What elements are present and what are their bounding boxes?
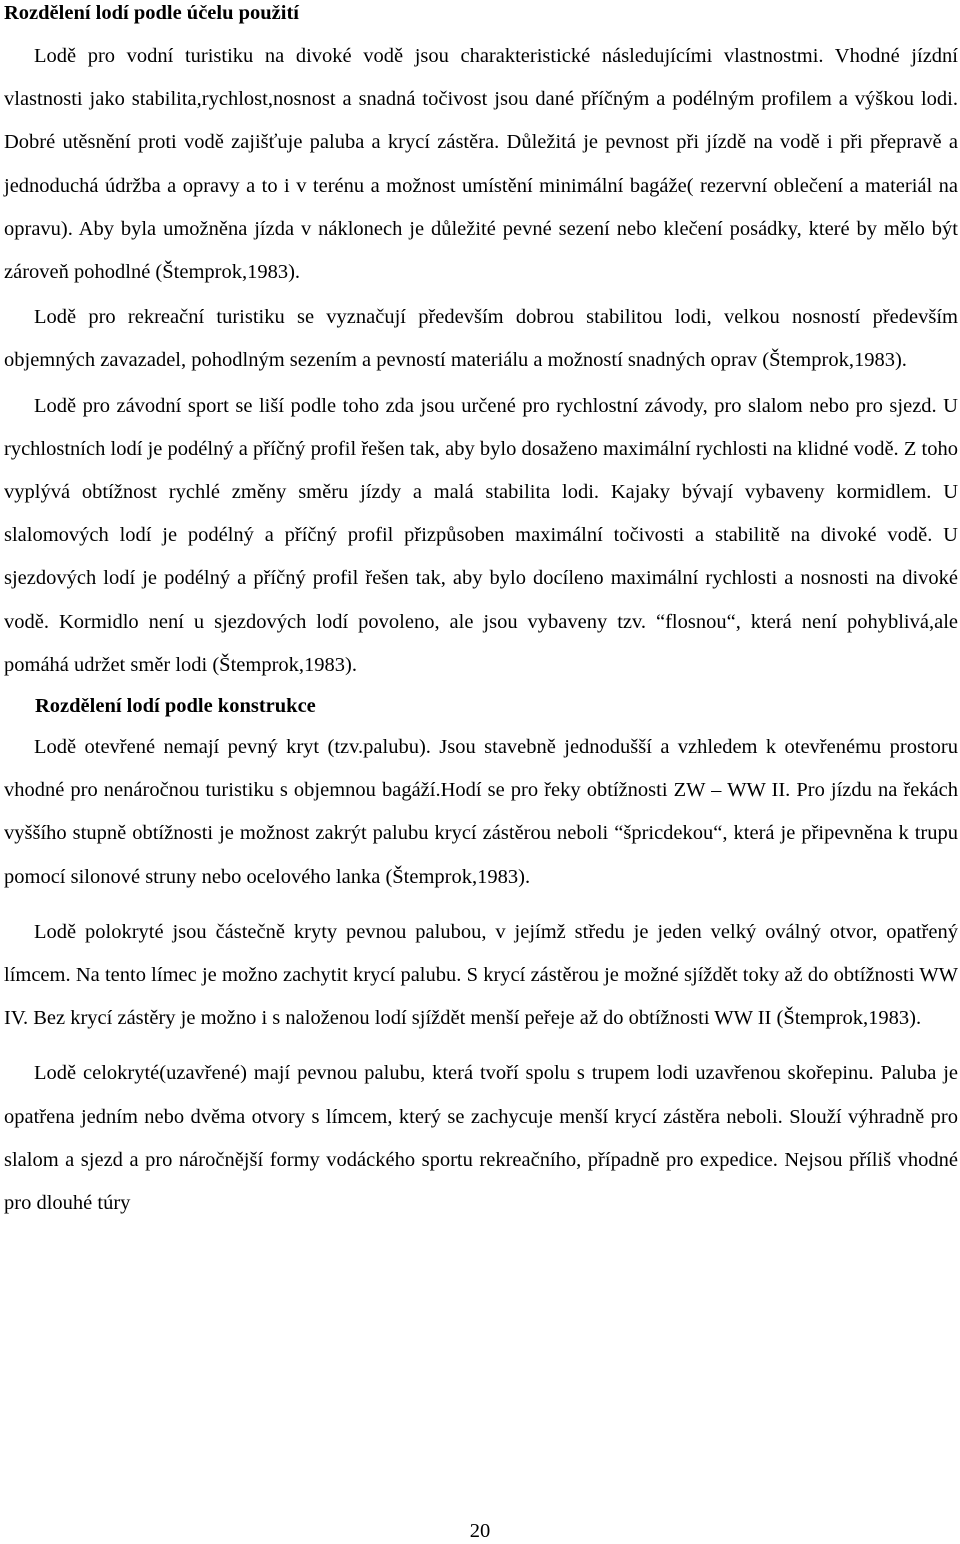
paragraph-fully-covered-boats: Lodě celokryté(uzavřené) mají pevnou palubu, která tvoří spolu s trupem lodi uzavřenou skořepinu. Paluba je opatřena jedním nebo dvěma otvory s límcem, který se zachycuje menší krycí zástěra neboli. Slouží výhradně pro slalom a sjezd a pro náročnější formy vodáckého sportu rekreačního, případně pro expedice. Nejsou příliš vhodné pro dlouhé túry: [4, 1062, 958, 1215]
section-heading-construction: Rozdělení lodí podle konstrukce: [35, 695, 316, 718]
paragraph-half-covered-boats: Lodě polokryté jsou částečně kryty pevnou palubou, v jejímž středu je jeden velký oválný otvor, opatřený límcem. Na tento límec je možno zachytit krycí palubu. S krycí zástěrou je možné sjíždět toky až do obtížnosti WW IV. Bez krycí zástěry je možno i s naloženou lodí sjíždět menší peřeje až do obtížnosti WW II (Štemprok,1983).: [4, 920, 958, 1030]
page-number: 20: [469, 1520, 491, 1542]
paragraph-wildwater-touring: Lodě pro vodní turistiku na divoké vodě jsou charakteristické následujícími vlastnostmi. Vhodné jízdní vlastnosti jako stabilita,rychlost,nosnost a snadná točivost jsou dané příčným a podélným profilem a výškou lodi. Dobré utěsnění proti vodě zajišťuje paluba a krycí zástěra. Důležitá je pevnost při jízdě na vodě i při přepravě a jednoduchá údržba a opravy a to i v terénu a možnost umístění minimální bagáže( rezervní oblečení a materiál na opravu). Aby byla umožněna jízda v náklonech je důležité pevné sezení nebo klečení posádky, které by mělo být zároveň pohodlné (Štemprok,1983).: [4, 45, 958, 284]
paragraph-racing-sport: Lodě pro závodní sport se liší podle toho zda jsou určené pro rychlostní závody, pro slalom nebo pro sjezd. U rychlostních lodí je podélný a příčný profil řešen tak, aby bylo dosaženo maximální rychlosti na klidné vodě. Z toho vyplývá obtížnost rychlé změny směru jízdy a malá stabilita lodi. Kajaky bývají vybaveny kormidlem. U slalomových lodí je podélný a příčný profil přizpůsoben maximální točivosti a stabilitě na divoké vodě. U sjezdových lodí je podélný a příčný profil řešen tak, aby bylo docíleno maximální rychlosti a nosnosti na divoké vodě. Kormidlo není u sjezdových lodí povoleno, ale jsou vybaveny tzv. “flosnou“, která není pohyblivá,ale pomáhá udržet směr lodi (Štemprok,1983).: [4, 394, 958, 676]
section-heading-purpose: Rozdělení lodí podle účelu použití: [4, 2, 299, 24]
paragraph-recreational-touring: Lodě pro rekreační turistiku se vyznačují především dobrou stabilitou lodi, velkou nosností především objemných zavazadel, pohodlným sezením a pevností materiálu a možností snadných oprav (Štemprok,1983).: [4, 306, 958, 372]
paragraph-open-boats: Lodě otevřené nemají pevný kryt (tzv.palubu). Jsou stavebně jednodušší a vzhledem k otevřenému prostoru vhodné pro nenáročnou turistiku s objemnou bagáží.Hodí se pro řeky obtížnosti ZW – WW II. Pro jízdu na řekách vyššího stupně obtížnosti je možnost zakrýt palubu krycí zástěrou neboli “špricdekou“, která je připevněna k trupu pomocí silonové struny nebo ocelového lanka (Štemprok,1983).: [4, 736, 958, 888]
page-content: [4, 0, 958, 1225]
